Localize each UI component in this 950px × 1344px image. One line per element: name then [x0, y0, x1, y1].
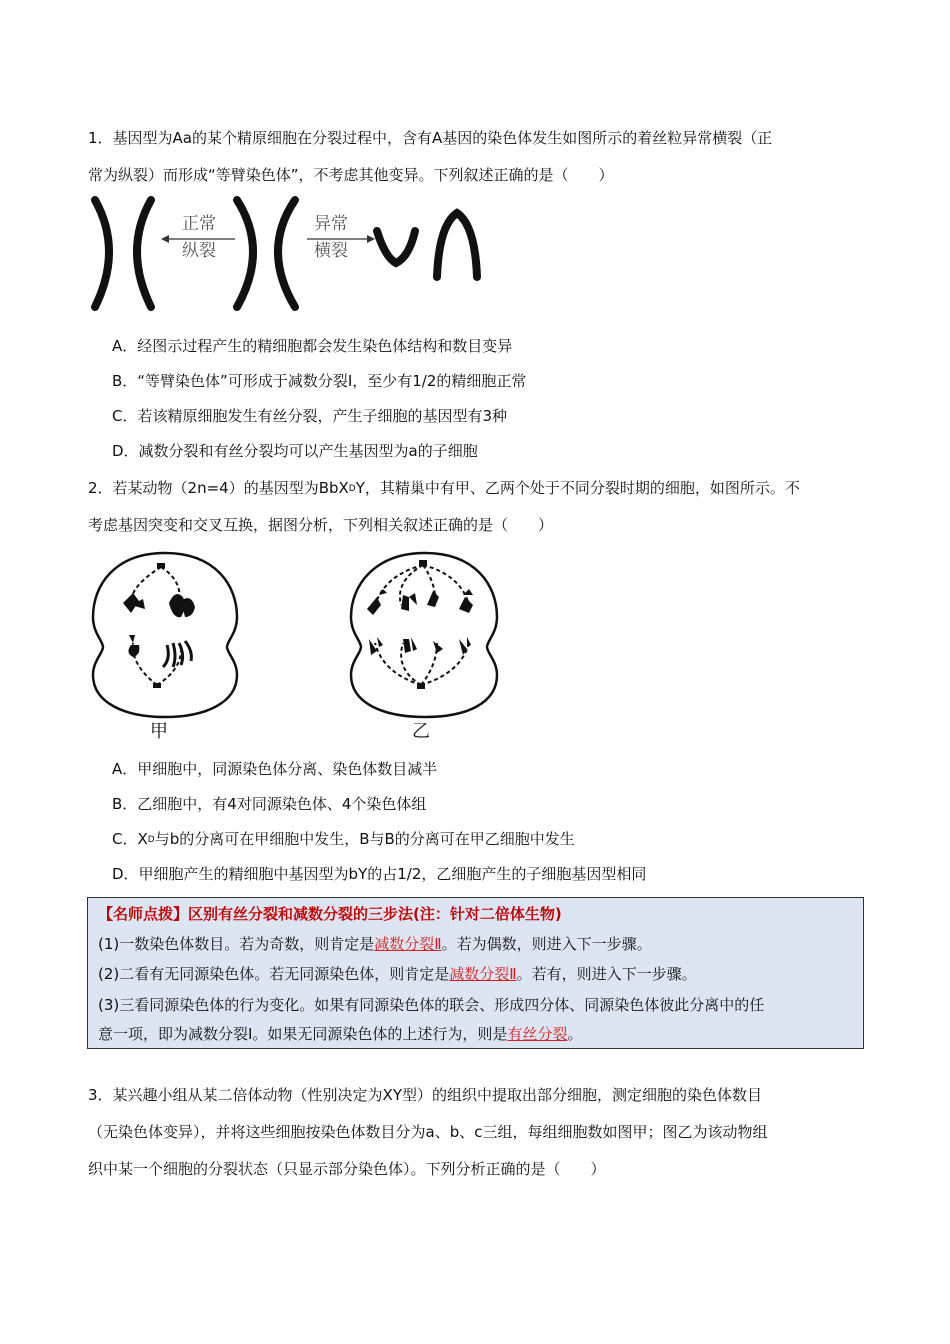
q1-stem-line1: 1．基因型为Aa的某个精原细胞在分裂过程中，含有A基因的染色体发生如图所示的着丝粒异常横裂（正 — [88, 129, 773, 147]
q3-stem-line1: 3．某兴趣小组从某二倍体动物（性别决定为XY型）的组织中提取出部分细胞，测定细胞的染色体数目 — [88, 1086, 762, 1104]
chromatid-left — [95, 200, 109, 307]
normal-top-label: 正常 — [182, 214, 216, 233]
q2-option-a[interactable]: A．甲细胞中，同源染色体分离、染色体数目减半 — [112, 760, 438, 778]
q2-option-b[interactable]: B．乙细胞中，有4对同源染色体、4个染色体组 — [112, 795, 427, 813]
tip-step-3b: 意一项，即为减数分裂Ⅰ。如果无同源染色体的上述行为，则是有丝分裂。 — [98, 1025, 583, 1043]
q1-option-d[interactable]: D．减数分裂和有丝分裂均可以产生基因型为a的子细胞 — [112, 442, 478, 460]
normal-bottom-label: 纵裂 — [182, 241, 216, 260]
tip-box — [87, 897, 864, 1049]
chromatid-right — [137, 200, 151, 307]
x-chromosome-left — [237, 200, 253, 307]
q1-option-c[interactable]: C．若该精原细胞发生有丝分裂，产生子细胞的基因型有3种 — [112, 407, 508, 425]
cell-yi-label: 乙 — [412, 721, 430, 742]
tip-title: 【名师点拨】区别有丝分裂和减数分裂的三步法(注：针对二倍体生物) — [98, 905, 562, 923]
isochromosome-u — [377, 231, 415, 263]
arrow-left-head — [161, 235, 169, 243]
cell-jia — [93, 553, 237, 717]
abnormal-bottom-label: 横裂 — [314, 241, 348, 260]
q2-option-c[interactable]: C．$X^D$与b的分离可在甲细胞中发生，B与B的分离可在甲乙细胞中发生 — [112, 830, 575, 848]
tip-step-1: (1)一数染色体数目。若为奇数，则肯定是减数分裂Ⅱ。若为偶数，则进入下一步骤。 — [98, 935, 652, 953]
cell-yi — [351, 553, 497, 717]
isochromosome-n — [437, 213, 477, 277]
q1-option-a[interactable]: A．经图示过程产生的精细胞都会发生染色体结构和数目变异 — [112, 337, 513, 355]
q2-stem-line1: 2．若某动物（2n=4）的基因型为BbX$^D$Y，其精巢中有甲、乙两个处于不同分裂时期的细胞，如图所示。不 — [88, 479, 800, 497]
q1-stem-line2: 常为纵裂）而形成“等臂染色体”，不考虑其他变异。下列叙述正确的是（ ） — [88, 166, 614, 184]
tip-step-2: (2)二看有无同源染色体。若无同源染色体，则肯定是减数分裂Ⅱ。若有，则进入下一步骤。 — [98, 965, 697, 983]
q1-option-b[interactable]: B．“等臂染色体”可形成于减数分裂Ⅰ，至少有1/2的精细胞正常 — [112, 372, 527, 390]
q2-cell-figure — [85, 545, 505, 743]
tip-step-3a: (3)三看同源染色体的行为变化。如果有同源染色体的联会、形成四分体、同源染色体彼此分离中的任 — [98, 996, 765, 1014]
q2-stem-line2: 考虑基因突变和交叉互换，据图分析，下列相关叙述正确的是（ ） — [88, 516, 554, 534]
cell-jia-label: 甲 — [150, 721, 168, 742]
q1-chromosome-figure — [85, 195, 505, 315]
arrow-right-head — [367, 235, 375, 243]
abnormal-top-label: 异常 — [314, 214, 348, 233]
q3-stem-line2: （无染色体变异），并将这些细胞按染色体数目分为a、b、c三组，每组细胞数如图甲；图乙为该动物组 — [88, 1123, 768, 1141]
q2-option-d[interactable]: D．甲细胞产生的精细胞中基因型为bY的占1/2，乙细胞产生的子细胞基因型相同 — [112, 865, 647, 883]
q3-stem-line3: 织中某一个细胞的分裂状态（只显示部分染色体）。下列分析正确的是（ ） — [88, 1160, 606, 1178]
x-chromosome-right — [278, 200, 295, 307]
